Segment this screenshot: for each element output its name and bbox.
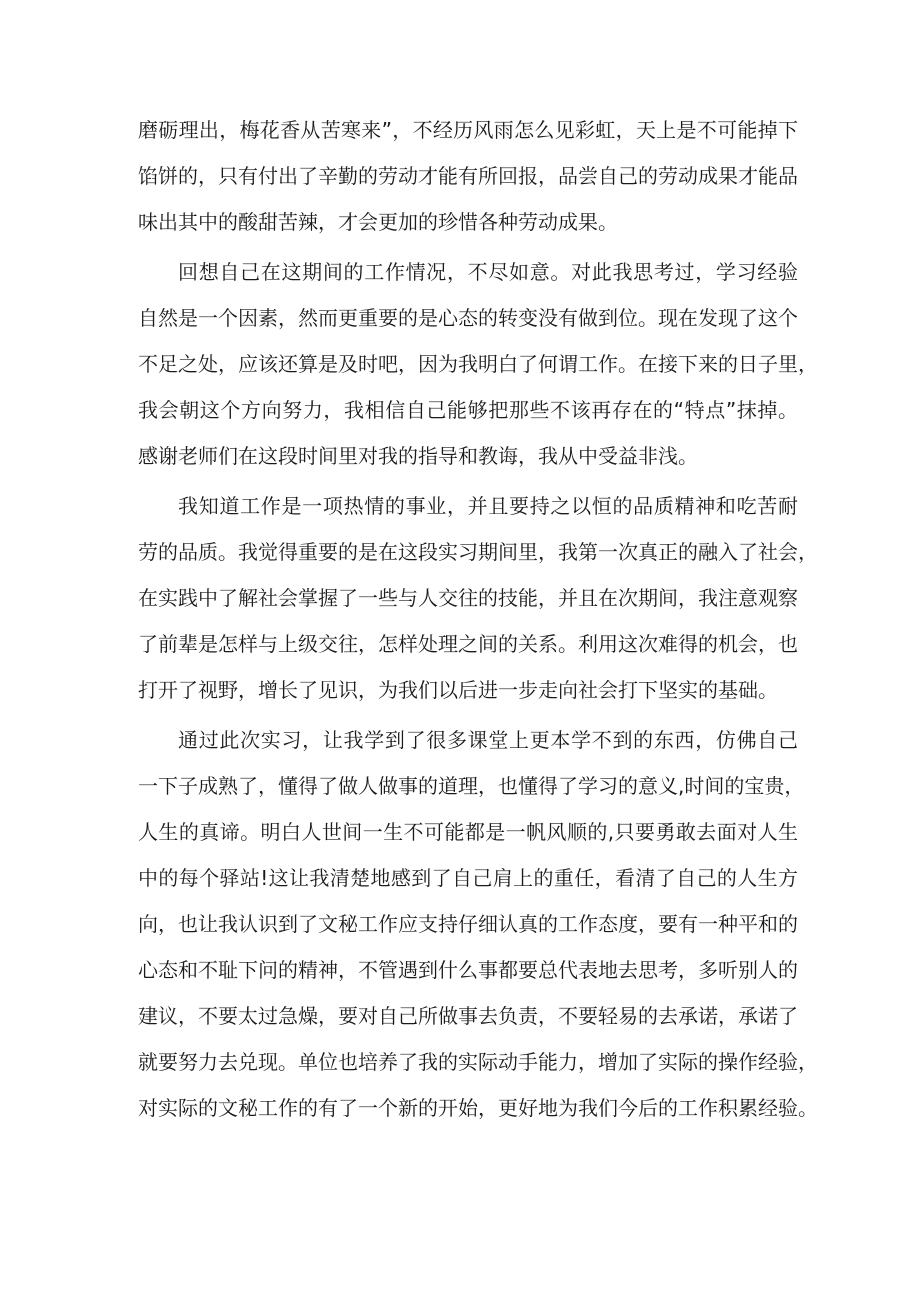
- paragraph-1-line-2: 馅饼的，只有付出了辛勤的劳动才能有所回报，品尝自己的劳动成果才能品: [138, 164, 798, 188]
- paragraph-2-line-1: 回想自己在这期间的工作情况，不尽如意。对此我思考过，学习经验: [178, 260, 798, 284]
- paragraph-2-line-3: 不足之处，应该还算是及时吧，因为我明白了何谓工作。在接下来的日子里，: [138, 352, 818, 376]
- paragraph-3-line-1: 我知道工作是一项热情的事业，并且要持之以恒的品质精神和吃苦耐: [178, 494, 798, 518]
- paragraph-4-line-3: 人生的真谛。明白人世间一生不可能都是一帆风顺的,只要勇敢去面对人生: [138, 820, 798, 844]
- paragraph-4-line-7: 建议，不要太过急燥，要对自己所做事去负责，不要轻易的去承诺，承诺了: [138, 1004, 798, 1028]
- paragraph-2-line-5: 感谢老师们在这段时间里对我的指导和教诲，我从中受益非浅。: [138, 444, 698, 468]
- paragraph-4-line-5: 向，也让我认识到了文秘工作应支持仔细认真的工作态度，要有一种平和的: [138, 912, 798, 936]
- paragraph-3-line-3: 在实践中了解社会掌握了一些与人交往的技能，并且在次期间，我注意观察: [138, 586, 798, 610]
- paragraph-4-line-9: 对实际的文秘工作的有了一个新的开始，更好地为我们今后的工作积累经验。: [138, 1096, 818, 1120]
- paragraph-4-line-2: 一下子成熟了，懂得了做人做事的道理，也懂得了学习的意义,时间的宝贵，: [138, 774, 805, 798]
- paragraph-4-line-8: 就要努力去兑现。单位也培养了我的实际动手能力，增加了实际的操作经验，: [138, 1050, 818, 1074]
- paragraph-2-line-2: 自然是一个因素，然而更重要的是心态的转变没有做到位。现在发现了这个: [138, 306, 798, 330]
- paragraph-1-line-3: 味出其中的酸甜苦辣，才会更加的珍惜各种劳动成果。: [138, 210, 618, 234]
- paragraph-1-line-1: 磨砺理出，梅花香从苦寒来”，不经历风雨怎么见彩虹，天上是不可能掉下: [138, 118, 798, 142]
- paragraph-4-line-6: 心态和不耻下问的精神，不管遇到什么事都要总代表地去思考，多听别人的: [138, 958, 798, 982]
- paragraph-3-line-4: 了前辈是怎样与上级交往，怎样处理之间的关系。利用这次难得的机会，也: [138, 632, 798, 656]
- paragraph-3-line-5: 打开了视野，增长了见识，为我们以后进一步走向社会打下坚实的基础。: [138, 678, 778, 702]
- paragraph-4-line-1: 通过此次实习，让我学到了很多课堂上更本学不到的东西，仿佛自己: [178, 728, 798, 752]
- paragraph-4-line-4: 中的每个驿站!这让我清楚地感到了自己肩上的重任，看清了自己的人生方: [138, 866, 798, 890]
- paragraph-2-line-4: 我会朝这个方向努力，我相信自己能够把那些不该再存在的“特点”抹掉。: [138, 398, 798, 422]
- paragraph-3-line-2: 劳的品质。我觉得重要的是在这段实习期间里，我第一次真正的融入了社会，: [138, 540, 818, 564]
